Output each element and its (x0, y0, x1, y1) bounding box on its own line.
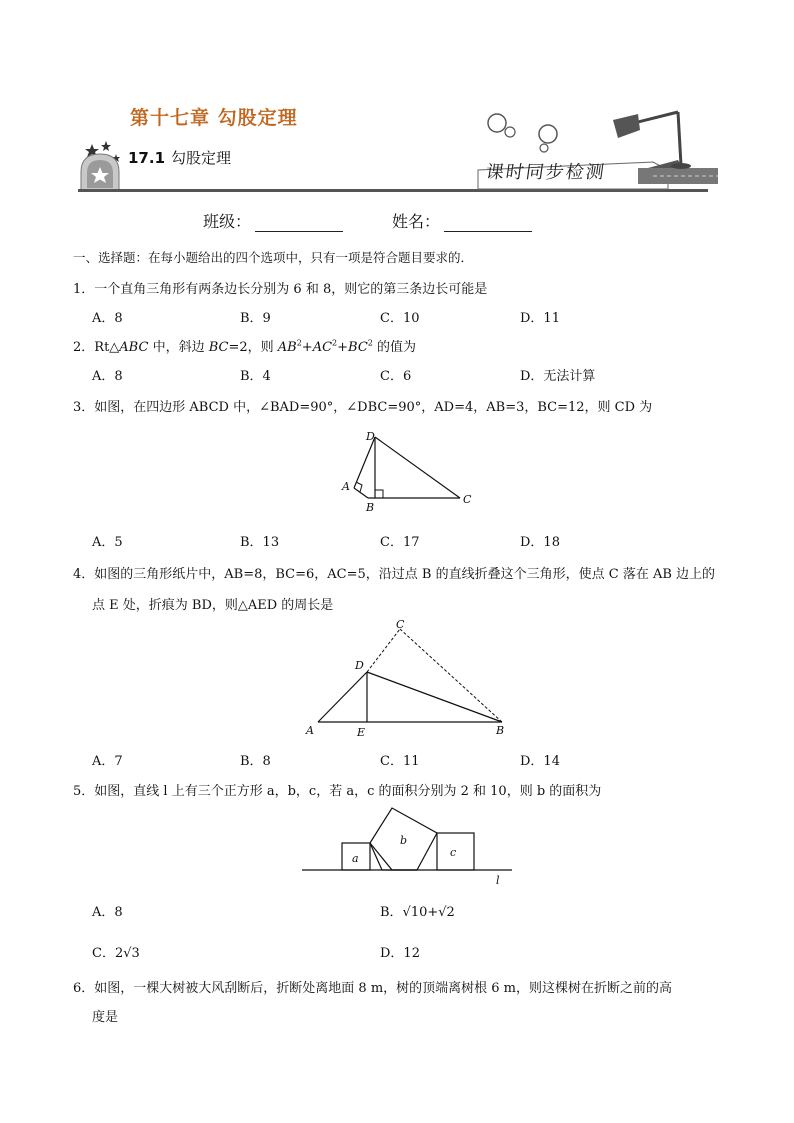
question-number: 3． (73, 400, 95, 415)
question-2 (73, 336, 416, 355)
label-c: C (396, 618, 405, 631)
label-a: A (342, 480, 350, 493)
question-number: 4． (73, 567, 95, 582)
question-number: 5． (73, 784, 95, 799)
q2-text-part: 的值为 (372, 340, 417, 355)
question-text: 如图，直线 l 上有三个正方形 a，b，c，若 a，c 的面积分别为 2 和 10，则 b 的面积为 (94, 784, 602, 799)
bubble-icon (539, 125, 557, 143)
question-text: 一个直角三角形有两条边长分别为 6 和 8，则它的第三条边长可能是 (94, 282, 488, 297)
q2-text-part: 中，斜边 (148, 340, 209, 355)
q5-option-c[interactable]: C．2√3 (92, 946, 140, 961)
label-b: b (400, 834, 408, 847)
section-number: 17.1 (128, 149, 166, 167)
q2-text-part: 2 (296, 338, 302, 348)
q2-text-part: ABC (119, 340, 149, 355)
q2-text-part: BC (348, 340, 368, 355)
q2-text-part: Rt△ (94, 340, 120, 355)
label-e: E (357, 726, 366, 739)
section-title (128, 147, 231, 168)
class-blank[interactable] (255, 215, 343, 232)
bubble-icon (488, 114, 506, 132)
q2-option-a[interactable]: A．8 (92, 369, 123, 384)
section-name: 勾股定理 (171, 149, 232, 167)
q2-text-part: + (337, 340, 349, 355)
q4-option-b[interactable]: B．8 (240, 754, 271, 769)
bubble-icon (505, 127, 515, 137)
q5-option-d[interactable]: D．12 (380, 946, 420, 961)
q2-text-part: BC (208, 340, 229, 355)
instruction: 一、选择题：在每小题给出的四个选项中，只有一项是符合题目要求的． (73, 250, 474, 265)
star-icon (101, 141, 111, 151)
question-3 (73, 396, 652, 415)
name-label: 姓名： (392, 212, 441, 231)
name-field[interactable] (392, 209, 532, 232)
class-field[interactable] (203, 209, 343, 232)
q4-option-a[interactable]: A．7 (92, 754, 123, 769)
q2-text-part: AB (277, 340, 297, 355)
bubble-icon (540, 144, 548, 152)
figure-q4 (300, 612, 520, 742)
q2-text-part: =2，则 (228, 340, 278, 355)
figure-q5 (300, 800, 520, 890)
q5-option-b[interactable]: B．√10+√2 (380, 905, 455, 920)
desk-lamp-icon (613, 112, 691, 169)
q1-option-c[interactable]: C．10 (380, 311, 420, 326)
q2-option-d[interactable]: D．无法计算 (520, 369, 596, 384)
q2-option-b[interactable]: B．4 (240, 369, 271, 384)
q3-option-a[interactable]: A．5 (92, 535, 123, 550)
label-d: D (366, 430, 375, 443)
name-blank[interactable] (444, 215, 532, 232)
question-text: 如图，在四边形 ABCD 中，∠BAD=90°，∠DBC=90°，AD=4，AB=3，BC=12，则 CD 为 (94, 400, 653, 415)
chapter-title: 第十七章 勾股定理 (130, 107, 298, 129)
q1-option-d[interactable]: D．11 (520, 311, 560, 326)
q2-text-part: AC (312, 340, 333, 355)
question-text: 如图，一棵大树被大风刮断后，折断处离地面 8 m，树的顶端离树根 6 m，则这棵树在折断之前的高 (94, 981, 673, 996)
question-5 (73, 780, 601, 799)
q4-option-d[interactable]: D．14 (520, 754, 560, 769)
label-b: B (366, 501, 375, 514)
q5-option-a[interactable]: A．8 (92, 905, 123, 920)
q2-text-part: 2 (367, 338, 373, 348)
label-c: c (450, 846, 457, 859)
q2-text-part: + (301, 340, 313, 355)
q3-option-b[interactable]: B．13 (240, 535, 280, 550)
banner-label: 课时同步检测 (484, 162, 608, 183)
q1-option-a[interactable]: A．8 (92, 311, 123, 326)
figure-q3 (330, 425, 480, 515)
question-4-line-1 (73, 563, 715, 582)
question-number: 2． (73, 340, 95, 355)
question-number: 6． (73, 981, 95, 996)
class-label: 班级： (203, 212, 252, 231)
question-4-line-2: 点 E 处，折痕为 BD，则△AED 的周长是 (92, 598, 334, 613)
q4-option-c[interactable]: C．11 (380, 754, 420, 769)
q1-option-b[interactable]: B．9 (240, 311, 271, 326)
question-6-line-1 (73, 977, 672, 996)
q3-option-c[interactable]: C．17 (380, 535, 420, 550)
label-l: l (496, 874, 500, 887)
question-number: 1． (73, 282, 95, 297)
q3-option-d[interactable]: D．18 (520, 535, 560, 550)
question-1 (73, 278, 487, 297)
label-a: A (306, 724, 314, 737)
label-b: B (496, 724, 505, 737)
label-a: a (352, 852, 359, 865)
q2-option-c[interactable]: C．6 (380, 369, 412, 384)
q2-text-part: 2 (332, 338, 338, 348)
label-c: C (463, 493, 472, 506)
label-d: D (355, 659, 364, 672)
question-text: 如图的三角形纸片中，AB=8，BC=6，AC=5，沿过点 B 的直线折叠这个三角形，使点 C 落在 AB 边上的 (94, 567, 716, 582)
question-6-line-2: 度是 (92, 1010, 119, 1025)
